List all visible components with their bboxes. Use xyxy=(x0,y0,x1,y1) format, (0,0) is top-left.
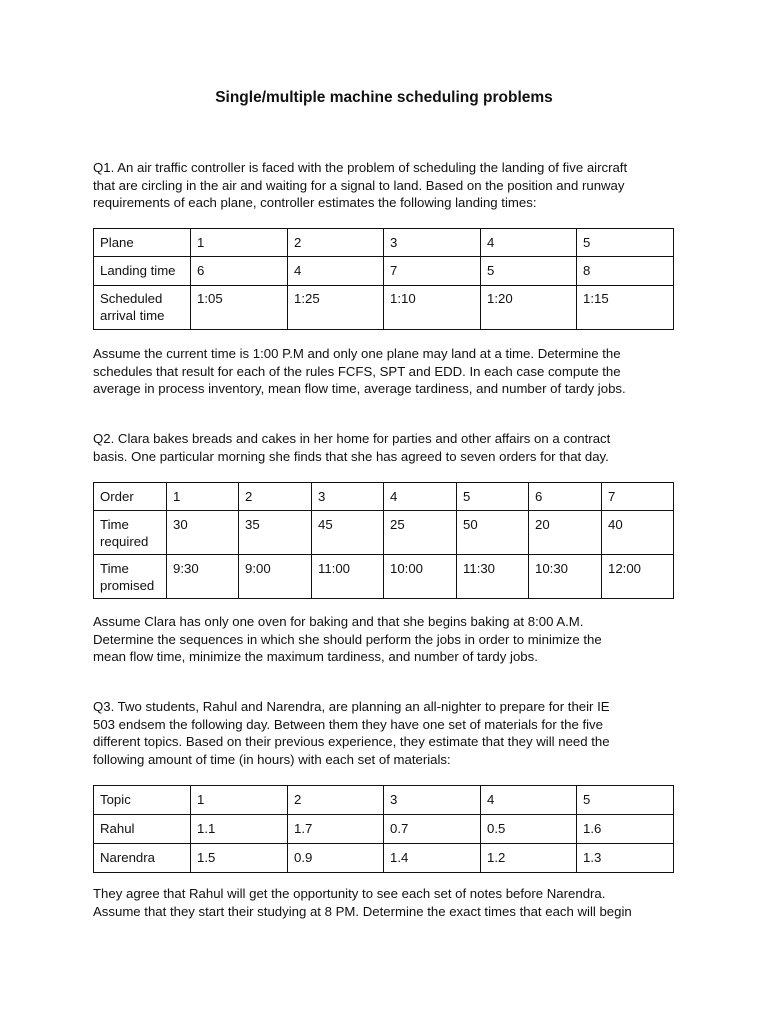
table-cell: 1.6 xyxy=(577,815,674,844)
table-row xyxy=(94,483,674,511)
row-header-cell: Plane xyxy=(94,229,191,257)
table-cell: 4 xyxy=(481,229,577,257)
q2-orders-table xyxy=(93,482,674,599)
row-header-cell: Scheduled arrival time xyxy=(94,286,191,330)
table-cell: 5 xyxy=(481,257,577,286)
table-cell: 9:00 xyxy=(239,555,312,599)
table-cell: 6 xyxy=(529,483,602,511)
table-cell: 1.3 xyxy=(577,844,674,873)
q3-intro: Q3. Two students, Rahul and Narendra, are planning an all-nighter to prepare for their IE 503 endsem the following day. Between them they have one set of materials for the five different topics. Based on their previous experience, they estimate that they will need the following amount of time (in hours) with each set of materials: xyxy=(93,699,610,767)
table-cell: 50 xyxy=(457,511,529,555)
table-row xyxy=(94,229,674,257)
table-cell: 1.2 xyxy=(481,844,577,873)
row-header-cell: Narendra xyxy=(94,844,191,873)
table-cell: 2 xyxy=(239,483,312,511)
table-cell: 3 xyxy=(384,786,481,815)
row-header-cell: Landing time xyxy=(94,257,191,286)
q1-landing-table xyxy=(93,228,674,330)
table-cell: 0.9 xyxy=(288,844,384,873)
table-cell: 30 xyxy=(167,511,239,555)
row-header-cell: Rahul xyxy=(94,815,191,844)
table-cell: 5 xyxy=(577,229,674,257)
table-cell: 7 xyxy=(384,257,481,286)
table-cell: 1:05 xyxy=(191,286,288,330)
table-cell: 1:20 xyxy=(481,286,577,330)
table-cell: 9:30 xyxy=(167,555,239,599)
table-cell: 8 xyxy=(577,257,674,286)
q3-topics-table xyxy=(93,785,674,873)
table-cell: 1.5 xyxy=(191,844,288,873)
table-cell: 11:30 xyxy=(457,555,529,599)
row-header-cell: Order xyxy=(94,483,167,511)
table-cell: 1:10 xyxy=(384,286,481,330)
page-title: Single/multiple machine scheduling problems xyxy=(215,89,553,106)
table-cell: 12:00 xyxy=(602,555,674,599)
table-cell: 40 xyxy=(602,511,674,555)
q1-intro: Q1. An air traffic controller is faced with the problem of scheduling the landing of five aircraft that are circling in the air and waiting for a signal to land. Based on the position and runway requirements of each plane, controller estimates the following landing times: xyxy=(93,160,628,210)
row-header-cell: Time required xyxy=(94,511,167,555)
table-row xyxy=(94,286,674,330)
table-cell: 3 xyxy=(384,229,481,257)
row-header-cell: Topic xyxy=(94,786,191,815)
table-cell: 20 xyxy=(529,511,602,555)
table-cell: 1:25 xyxy=(288,286,384,330)
table-cell: 1.1 xyxy=(191,815,288,844)
table-cell: 5 xyxy=(577,786,674,815)
table-cell: 1 xyxy=(167,483,239,511)
table-cell: 5 xyxy=(457,483,529,511)
table-cell: 10:30 xyxy=(529,555,602,599)
table-cell: 25 xyxy=(384,511,457,555)
table-cell: 2 xyxy=(288,786,384,815)
table-cell: 4 xyxy=(288,257,384,286)
table-cell: 45 xyxy=(312,511,384,555)
table-cell: 7 xyxy=(602,483,674,511)
q2-intro: Q2. Clara bakes breads and cakes in her home for parties and other affairs on a contract basis. One particular morning she finds that she has agreed to seven orders for that day. xyxy=(93,431,611,464)
table-cell: 1 xyxy=(191,229,288,257)
table-row xyxy=(94,257,674,286)
table-cell: 3 xyxy=(312,483,384,511)
table-cell: 1.7 xyxy=(288,815,384,844)
table-cell: 0.7 xyxy=(384,815,481,844)
table-cell: 4 xyxy=(481,786,577,815)
table-row xyxy=(94,511,674,555)
table-cell: 35 xyxy=(239,511,312,555)
q3-instructions: They agree that Rahul will get the opportunity to see each set of notes before Narendra. Assume that they start their studying at 8 PM. Determine the exact times that each will begin xyxy=(93,886,632,919)
table-row xyxy=(94,844,674,873)
table-cell: 11:00 xyxy=(312,555,384,599)
table-cell: 6 xyxy=(191,257,288,286)
table-row xyxy=(94,555,674,599)
table-cell: 2 xyxy=(288,229,384,257)
table-cell: 4 xyxy=(384,483,457,511)
table-cell: 10:00 xyxy=(384,555,457,599)
table-row xyxy=(94,815,674,844)
table-cell: 0.5 xyxy=(481,815,577,844)
table-cell: 1.4 xyxy=(384,844,481,873)
table-cell: 1:15 xyxy=(577,286,674,330)
q1-instructions: Assume the current time is 1:00 P.M and only one plane may land at a time. Determine the schedules that result for each of the rules FCFS, SPT and EDD. In each case compute the average in process inventory, mean flow time, average tardiness, and number of tardy jobs. xyxy=(93,346,626,396)
table-cell: 1 xyxy=(191,786,288,815)
q2-instructions: Assume Clara has only one oven for baking and that she begins baking at 8:00 A.M. Determine the sequences in which she should perform the jobs in order to minimize the mean flow time, minimize the maximum tardiness, and number of tardy jobs. xyxy=(93,614,602,664)
table-row xyxy=(94,786,674,815)
row-header-cell: Time promised xyxy=(94,555,167,599)
